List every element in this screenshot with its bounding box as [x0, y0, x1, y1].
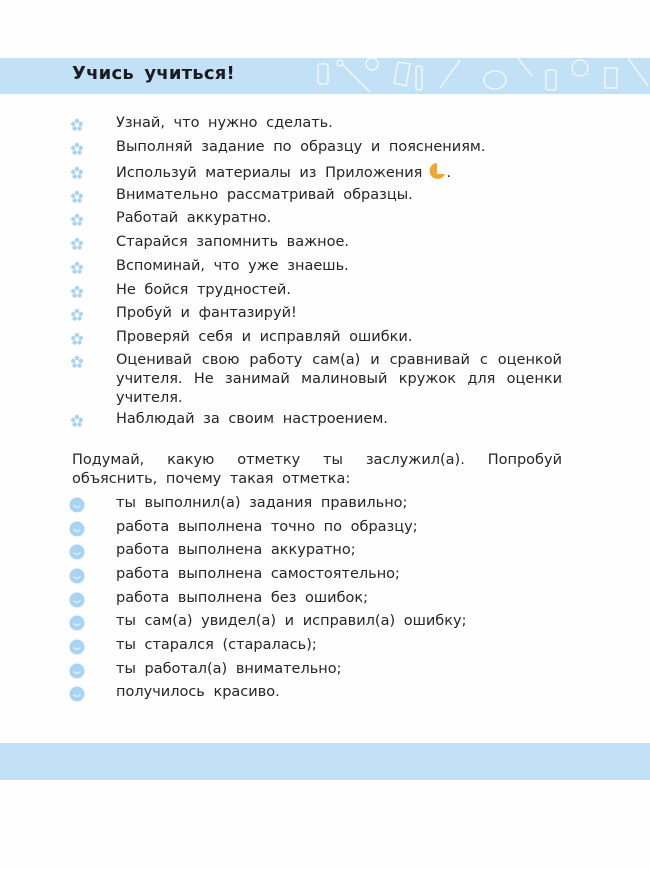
assessment-item: [0, 565, 650, 589]
smiley-icon: [69, 639, 85, 655]
snowflake-icon: [70, 142, 84, 156]
assessment-text: ты сам(а) увидел(а) и исправил(а) ошибку;: [116, 613, 467, 629]
snowflake-icon: [70, 118, 84, 132]
assessment-item: [0, 589, 650, 613]
rule-item: [0, 281, 650, 305]
smiley-icon: [69, 568, 85, 584]
rule-text: Наблюдай за своим настроением.: [116, 411, 388, 427]
snowflake-icon: [70, 166, 84, 180]
footer-band: [0, 743, 650, 780]
assessment-text: работа выполнена аккуратно;: [116, 542, 356, 558]
snowflake-icon: [70, 261, 84, 275]
snowflake-icon: [70, 237, 84, 251]
smiley-icon: [69, 663, 85, 679]
assessment-item: [0, 612, 650, 636]
assessment-item: [0, 660, 650, 684]
rule-item: [0, 328, 650, 352]
assessment-intro: Подумай, какую отметку ты заслужил(а). Попробуй объяснить, почему такая отметка:: [72, 452, 562, 487]
rule-item: [0, 257, 650, 281]
assessment-item: [0, 541, 650, 565]
snowflake-icon: [70, 414, 84, 428]
rule-text: Оценивай свою работу сам(а) и сравнивай с оценкой учителя. Не занимай малиновый кружок для оценки учителя.: [116, 352, 562, 406]
assessment-text: работа выполнена самостоятельно;: [116, 566, 400, 582]
assessment-text: ты старался (старалась);: [116, 637, 317, 653]
snowflake-icon: [70, 332, 84, 346]
rule-text: Выполняй задание по образцу и пояснениям.: [116, 139, 486, 155]
snowflake-icon: [70, 308, 84, 322]
rule-text: Внимательно рассматривай образцы.: [116, 187, 413, 203]
rule-text: Вспоминай, что уже знаешь.: [116, 258, 349, 274]
assessment-text: работа выполнена точно по образцу;: [116, 519, 418, 535]
assessment-text: ты выполнил(а) задания правильно;: [116, 495, 408, 511]
assessment-item: [0, 518, 650, 542]
rule-item: [0, 304, 650, 328]
rule-text: Пробуй и фантазируй!: [116, 305, 297, 321]
snowflake-icon: [70, 285, 84, 299]
rule-text: Используй материалы из Приложения .: [116, 162, 451, 183]
assessment-text: работа выполнена без ошибок;: [116, 590, 369, 606]
rule-text: Работай аккуратно.: [116, 210, 272, 226]
assessment-text: получилось красиво.: [116, 684, 280, 700]
assessment-item: [0, 494, 650, 518]
snowflake-icon: [70, 213, 84, 227]
smiley-icon: [69, 615, 85, 631]
smiley-icon: [69, 686, 85, 702]
smiley-icon: [69, 544, 85, 560]
appendix-moon-icon: [428, 162, 446, 180]
rule-item: [0, 162, 650, 186]
rule-item: [0, 351, 650, 411]
rule-item: [0, 186, 650, 210]
smiley-icon: [69, 521, 85, 537]
smiley-icon: [69, 497, 85, 513]
snowflake-icon: [70, 190, 84, 204]
rule-item: [0, 209, 650, 233]
rule-item: [0, 114, 650, 138]
rule-item: [0, 138, 650, 162]
assessment-item: [0, 636, 650, 660]
rule-text: Не бойся трудностей.: [116, 282, 291, 298]
page-title: Учись учиться!: [72, 63, 235, 84]
rule-item: [0, 233, 650, 257]
assessment-text: ты работал(а) внимательно;: [116, 661, 342, 677]
rule-text: Старайся запомнить важное.: [116, 234, 350, 250]
snowflake-icon: [70, 355, 84, 369]
smiley-icon: [69, 592, 85, 608]
school-supplies-decoration-icon: [310, 58, 650, 94]
assessment-item: [0, 683, 650, 707]
rule-item: [0, 410, 650, 434]
rule-text: Узнай, что нужно сделать.: [116, 115, 333, 131]
rule-text: Проверяй себя и исправляй ошибки.: [116, 329, 413, 345]
